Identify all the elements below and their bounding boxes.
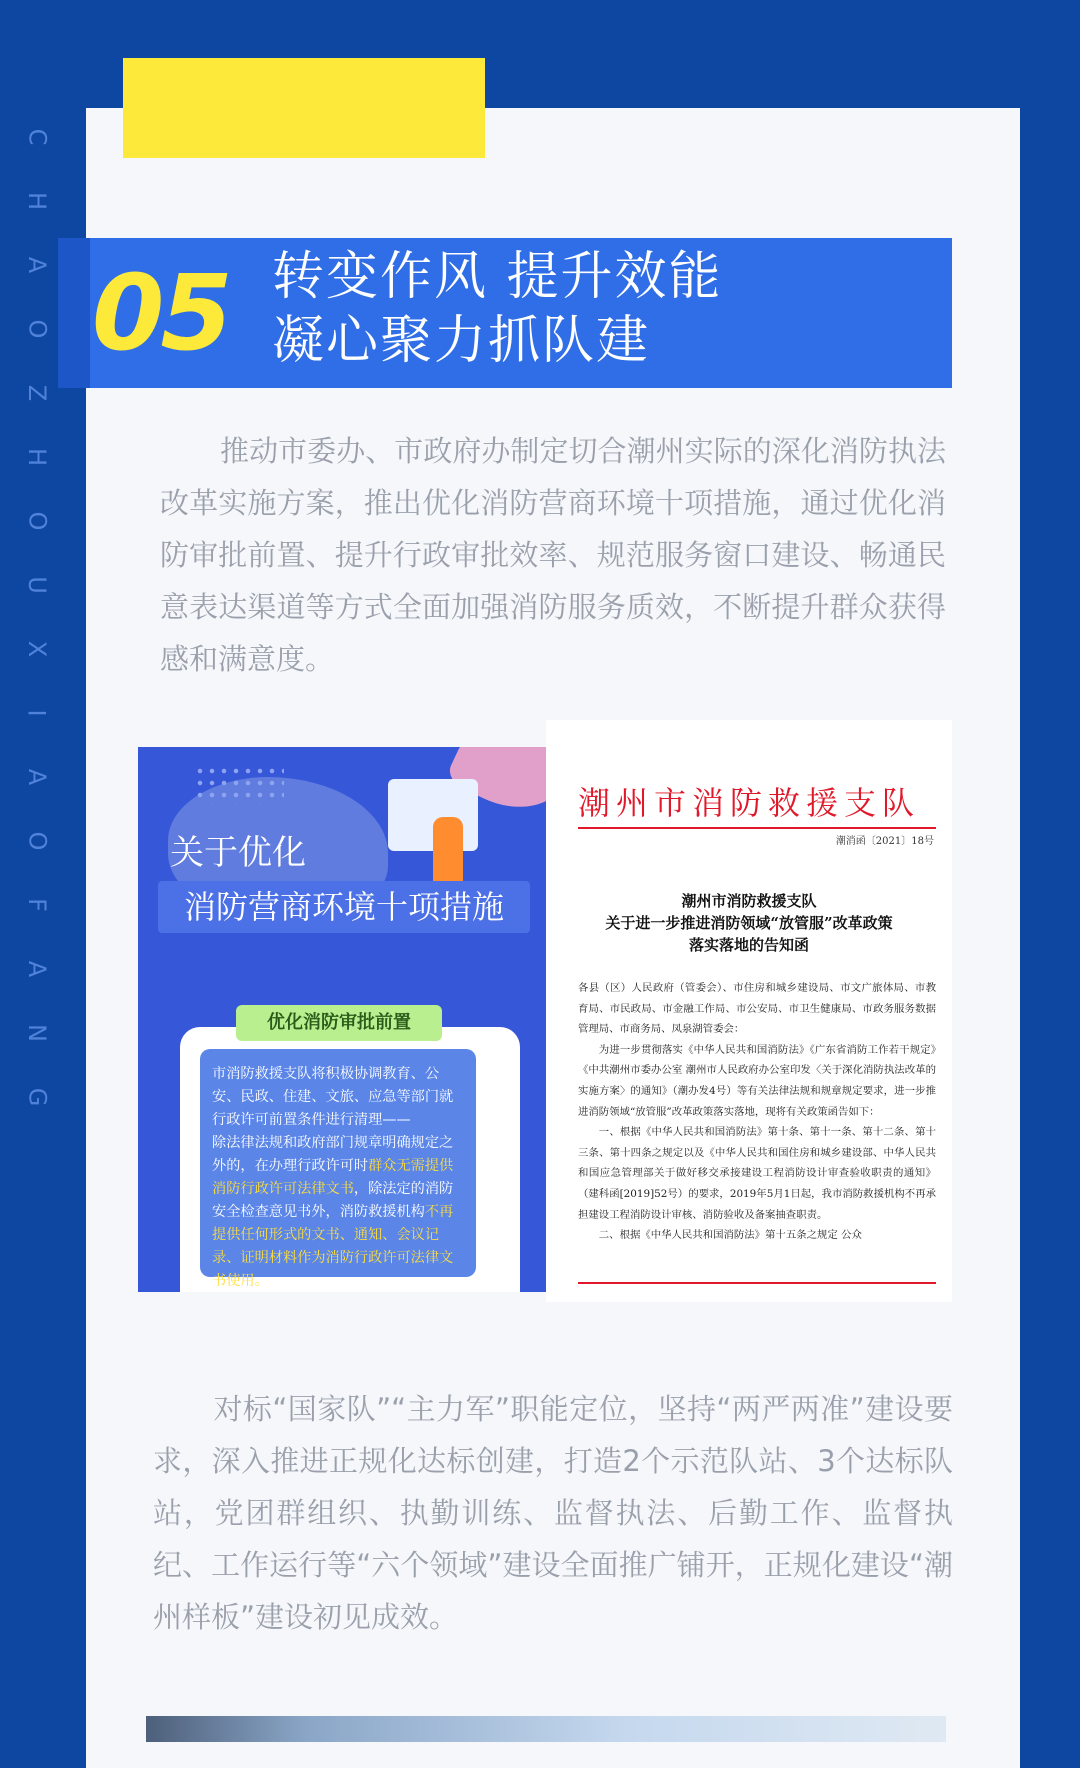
letter-paragraph: 二、根据《中华人民共和国消防法》第十五条之规定 公众 (598, 1229, 862, 1242)
poster-text-a: 市消防救援支队将积极协调教育、公安、民政、住建、文旅、应急等部门就行政许可前置条件进行清理—— (212, 1066, 454, 1128)
letter-number: 潮消函〔2021〕18号 (835, 836, 934, 847)
letter-title (546, 890, 952, 956)
side-letter: X (22, 640, 51, 658)
bottom-photo-strip (146, 1716, 946, 1742)
side-vertical-text (22, 105, 52, 1129)
section-title-line2: 凝心聚力抓队建 (272, 311, 651, 371)
intro-paragraph-text: 推动市委办、市政府办制定切合潮州实际的深化消防执法改革实施方案，推出优化消防营商环境十项措施，通过优化消防审批前置、提升行政审批效率、规范服务窗口建设、畅通民意表达渠道等方式全面加强消防服务质效，不断提升群众获得感和满意度。 (160, 434, 946, 676)
side-letter: A (22, 768, 51, 786)
side-letter: H (22, 191, 51, 211)
section-number: 05 (92, 252, 229, 374)
side-letter: N (22, 1024, 51, 1042)
letter-paragraph: 为进一步贯彻落实《中华人民共和国消防法》《广东省消防工作若干规定》《中共潮州市委办公室 潮州市人民政府办公室印发〈关于深化消防执法改革的实施方案〉的通知》（潮办发4号）等有关法律法规和规章规定要求，进一步推进消防领域“放管服”改革政策落实落地，现将有关政策函告如下： (578, 1043, 936, 1118)
closing-paragraph (153, 1383, 953, 1643)
letter-addressees: 各县（区）人民政府（管委会）、市住房和城乡建设局、市文广旅体局、市教育局、市民政局、市金融工作局、市公安局、市卫生健康局、市政务服务数据管理局、市商务局、凤泉湖管委会： (578, 982, 936, 1036)
side-letter: I (22, 709, 51, 717)
yellow-decor-block (123, 58, 485, 158)
letter-title-line3: 落实落地的告知函 (688, 936, 809, 954)
letter-title-line2: 关于进一步推进消防领域“放管服”改革政策 (605, 914, 893, 932)
poster-text-d: ，除法定的消防安全检查意见书外，消防救援机构 (212, 1181, 454, 1220)
poster-card-text (200, 1049, 476, 1289)
poster-title-main: 消防营商环境十项措施 (158, 881, 530, 933)
section-title (272, 245, 932, 373)
poster-text-b: 除法律法规和政府部门规章明确规定之外的，在办理行政许可时 (212, 1135, 454, 1174)
letter-header: 潮州市消防救援支队 (577, 784, 920, 822)
section-title-line1: 转变作风 提升效能 (272, 247, 723, 307)
side-letter: A (22, 256, 51, 274)
letter-bottom-rule (578, 1282, 936, 1284)
poster-title-small: 关于优化 (170, 833, 306, 873)
letter-title-line1: 潮州市消防救援支队 (681, 892, 817, 910)
side-letter: H (22, 447, 51, 467)
poster-pill-label: 优化消防审批前置 (236, 1005, 442, 1041)
side-letter: O (22, 511, 51, 531)
poster-dot-pattern (194, 765, 284, 805)
side-letter: U (22, 576, 51, 594)
intro-paragraph (160, 425, 946, 685)
side-letter: F (23, 898, 51, 912)
side-letter: O (22, 831, 51, 851)
letter-paragraph: 一、根据《中华人民共和国消防法》第十条、第十一条、第十二条、第十三条、第十四条之规定以及《中华人民共和国住房和城乡建设部、中华人民共和国应急管理部关于做好移交承接建设工程消防设计审查验收职责的通知》（建科函[2019]52号）的要求，2019年5月1日起，我市消防救援机构不再承担建设工程消防设计审核、消防验收及备案抽查职责。 (578, 1126, 936, 1221)
letter-body (578, 978, 936, 1246)
poster-text-c: 群众无需提供消防行政许可法律文书 (212, 1158, 454, 1197)
official-letter-image (546, 720, 952, 1302)
poster-text-e: 不再提供任何形式的文书、通知、会议记录、证明材料作为消防行政许可法律文书使用。 (212, 1204, 454, 1289)
side-letter: C (22, 128, 51, 146)
side-letter: A (22, 960, 51, 978)
letter-header-rule (578, 827, 936, 829)
policy-poster-image (138, 747, 546, 1292)
side-letter: Z (22, 384, 51, 402)
side-letter: G (22, 1087, 51, 1107)
banner-accent (58, 238, 90, 388)
side-letter: O (22, 319, 51, 339)
closing-paragraph-text: 对标“国家队”“主力军”职能定位，坚持“两严两准”建设要求，深入推进正规化达标创建，打造2个示范队站、3个达标队站，党团群组织、执勤训练、监督执法、后勤工作、监督执纪、工作运行等“六个领域”建设全面推广铺开，正规化建设“潮州样板”建设初见成效。 (153, 1392, 953, 1634)
